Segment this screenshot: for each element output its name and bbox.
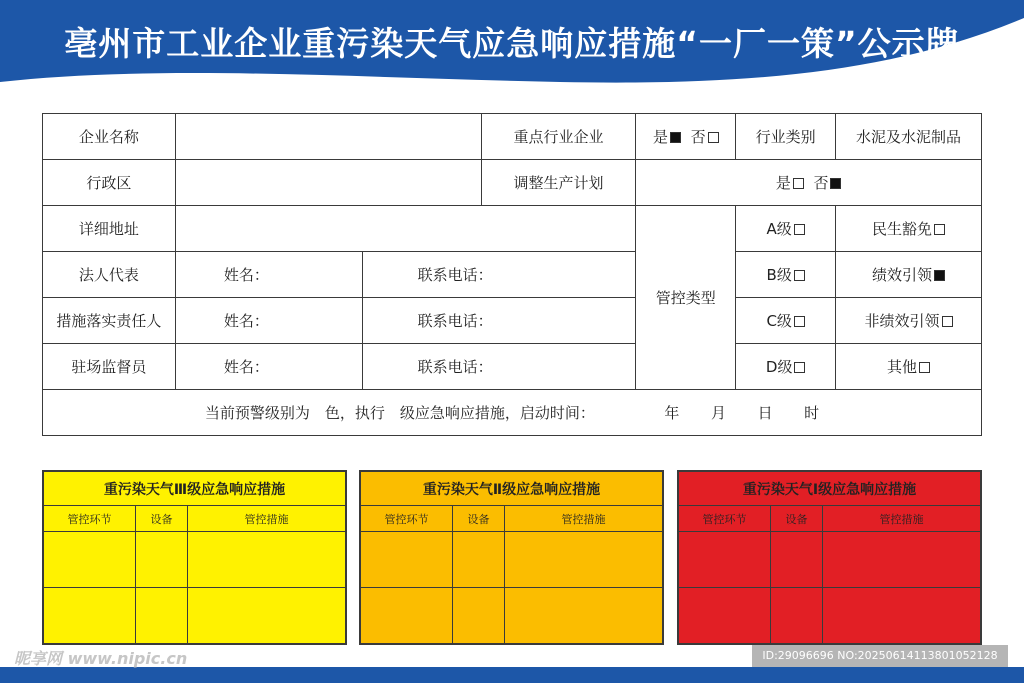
level-d-label: D级 xyxy=(765,358,793,376)
level2-col-equipment: 设备 xyxy=(453,506,505,532)
supervisor-name: 姓名： xyxy=(175,344,362,390)
key-no-label: 否 xyxy=(690,128,706,146)
table-cell xyxy=(453,532,505,588)
plan-no-checkbox xyxy=(830,178,841,189)
info-table xyxy=(42,113,982,436)
non-perf-lead xyxy=(836,298,982,344)
warning-text: 当前预警级别为 色，执行 级应急响应措施，启动时间： xyxy=(204,404,595,422)
page-title: 亳州市工业企业重污染天气应急响应措施“一厂一策”公示牌 xyxy=(64,24,960,63)
watermark-left: 昵享网 www.nipic.cn xyxy=(14,649,188,668)
table-cell xyxy=(823,532,981,588)
address-value xyxy=(175,206,636,252)
control-type-label: 管控类型 xyxy=(636,206,736,390)
perf-lead-label: 绩效引领 xyxy=(872,266,933,284)
table-cell xyxy=(44,588,136,644)
perf-lead-checkbox xyxy=(934,270,945,281)
table-cell xyxy=(679,532,771,588)
other-checkbox xyxy=(919,362,930,373)
level1-col-equipment: 设备 xyxy=(771,506,823,532)
impl-label: 措施落实责任人 xyxy=(43,298,176,344)
supervisor-phone: 联系电话： xyxy=(362,344,636,390)
table-cell xyxy=(188,532,346,588)
non-perf-lead-checkbox xyxy=(942,316,953,327)
level2-col-stage: 管控环节 xyxy=(361,506,453,532)
level-b xyxy=(736,252,836,298)
warning-row xyxy=(43,390,982,436)
level2-title: 重污染天气Ⅱ级应急响应措施 xyxy=(361,472,663,506)
table-cell xyxy=(771,532,823,588)
address-label: 详细地址 xyxy=(43,206,176,252)
table-cell xyxy=(361,532,453,588)
table-cell xyxy=(771,588,823,644)
exempt xyxy=(836,206,982,252)
key-yes-label: 是 xyxy=(653,128,669,146)
district-value xyxy=(175,160,481,206)
table-cell xyxy=(505,532,663,588)
plan-no-label: 否 xyxy=(813,174,829,192)
key-yes-checkbox xyxy=(670,132,681,143)
level-a xyxy=(736,206,836,252)
exempt-checkbox xyxy=(934,224,945,235)
other xyxy=(836,344,982,390)
table-cell xyxy=(823,588,981,644)
table-cell xyxy=(453,588,505,644)
key-industry-label: 重点行业企业 xyxy=(481,114,636,160)
legal-phone: 联系电话： xyxy=(362,252,636,298)
level2-col-measures: 管控措施 xyxy=(505,506,663,532)
table-cell xyxy=(361,588,453,644)
level3-col-measures: 管控措施 xyxy=(188,506,346,532)
supervisor-label: 驻场监督员 xyxy=(43,344,176,390)
level3-title: 重污染天气Ⅲ级应急响应措施 xyxy=(44,472,346,506)
watermark-id: ID:29096696 NO:20250614113801052128 xyxy=(752,645,1008,667)
table-cell xyxy=(188,588,346,644)
level-a-checkbox xyxy=(794,224,805,235)
plan-yes-label: 是 xyxy=(775,174,791,192)
district-label: 行政区 xyxy=(43,160,176,206)
exempt-label: 民生豁免 xyxy=(872,220,933,238)
table-cell xyxy=(679,588,771,644)
level1-sheet xyxy=(677,470,982,645)
level-a-label: A级 xyxy=(766,220,792,238)
level-c xyxy=(736,298,836,344)
table-cell xyxy=(505,588,663,644)
level1-title: 重污染天气Ⅰ级应急响应措施 xyxy=(679,472,981,506)
plan-choice xyxy=(636,160,982,206)
impl-name: 姓名： xyxy=(175,298,362,344)
plan-label: 调整生产计划 xyxy=(481,160,636,206)
level-c-label: C级 xyxy=(766,312,792,330)
level-b-checkbox xyxy=(794,270,805,281)
table-cell xyxy=(44,532,136,588)
impl-phone: 联系电话： xyxy=(362,298,636,344)
level2-sheet xyxy=(359,470,664,645)
company-value xyxy=(175,114,481,160)
industry-type-value: 水泥及水泥制品 xyxy=(836,114,982,160)
warning-year: 年 xyxy=(664,404,680,422)
level-d xyxy=(736,344,836,390)
industry-type-label: 行业类别 xyxy=(736,114,836,160)
level-d-checkbox xyxy=(794,362,805,373)
level1-col-measures: 管控措施 xyxy=(823,506,981,532)
table-cell xyxy=(136,588,188,644)
legal-label: 法人代表 xyxy=(43,252,176,298)
level3-sheet xyxy=(42,470,347,645)
level3-col-equipment: 设备 xyxy=(136,506,188,532)
other-label: 其他 xyxy=(887,358,918,376)
warning-month: 月 xyxy=(710,404,726,422)
legal-name: 姓名： xyxy=(175,252,362,298)
footer-bar xyxy=(0,667,1024,683)
plan-yes-checkbox xyxy=(793,178,804,189)
non-perf-lead-label: 非绩效引领 xyxy=(864,312,940,330)
level-b-label: B级 xyxy=(766,266,792,284)
company-label: 企业名称 xyxy=(43,114,176,160)
table-cell xyxy=(136,532,188,588)
key-industry-choice xyxy=(636,114,736,160)
level1-col-stage: 管控环节 xyxy=(679,506,771,532)
level-c-checkbox xyxy=(794,316,805,327)
level3-col-stage: 管控环节 xyxy=(44,506,136,532)
key-no-checkbox xyxy=(708,132,719,143)
warning-day: 日 xyxy=(757,404,773,422)
warning-hour: 时 xyxy=(804,404,820,422)
perf-lead xyxy=(836,252,982,298)
